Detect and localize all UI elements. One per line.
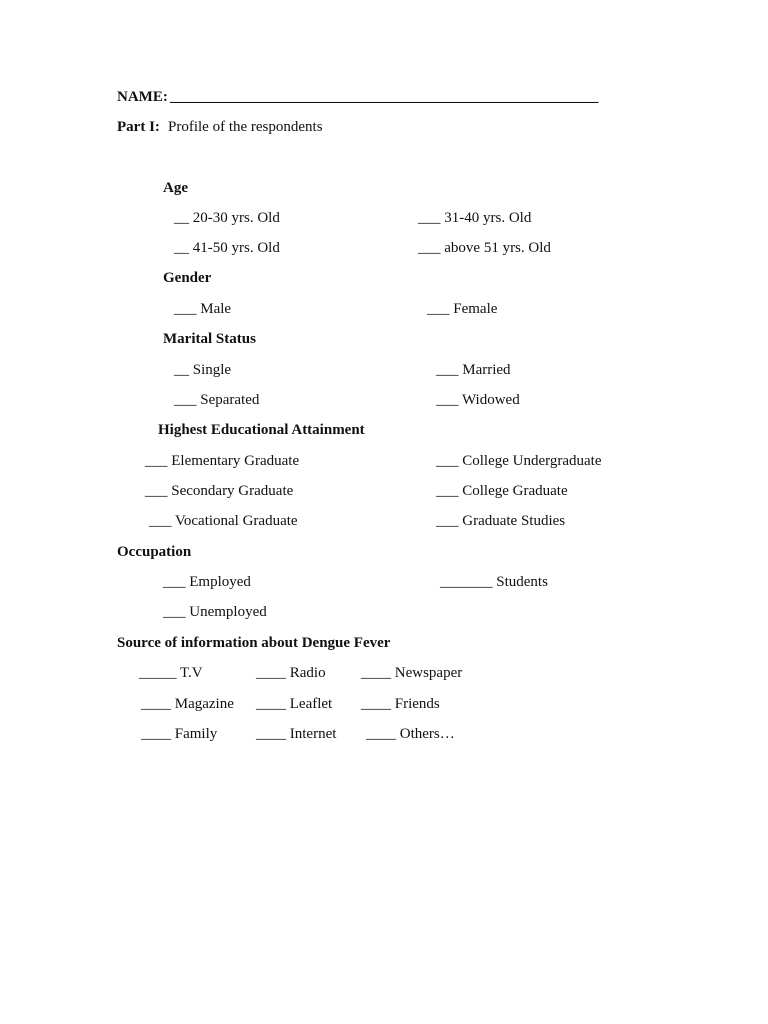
marital-option-single[interactable]: __ Single xyxy=(174,362,232,378)
marital-option-separated[interactable]: ___ Separated xyxy=(174,392,260,408)
name-blank[interactable]: ______________________________________________________________ xyxy=(170,89,598,105)
education-heading: Highest Educational Attainment xyxy=(158,422,365,438)
marital-option-married[interactable]: ___ Married xyxy=(436,362,511,378)
source-option-magazine[interactable]: ____ Magazine xyxy=(141,696,234,712)
marital-status-heading: Marital Status xyxy=(163,331,256,347)
education-option-vocational[interactable]: ___ Vocational Graduate xyxy=(149,513,298,529)
source-option-tv[interactable]: _____ T.V xyxy=(139,665,203,681)
source-option-family[interactable]: ____ Family xyxy=(141,726,218,742)
age-heading: Age xyxy=(163,180,188,196)
age-option-31-40[interactable]: ___ 31-40 yrs. Old xyxy=(418,210,532,226)
part-title: Profile of the respondents xyxy=(168,119,323,135)
education-option-secondary[interactable]: ___ Secondary Graduate xyxy=(145,483,294,499)
age-option-20-30[interactable]: __ 20-30 yrs. Old xyxy=(174,210,280,226)
part-label: Part I: xyxy=(117,119,160,135)
source-option-friends[interactable]: ____ Friends xyxy=(361,696,440,712)
source-option-newspaper[interactable]: ____ Newspaper xyxy=(361,665,463,681)
education-option-college-undergraduate[interactable]: ___ College Undergraduate xyxy=(436,453,602,469)
age-option-above-51[interactable]: ___ above 51 yrs. Old xyxy=(418,240,551,256)
occupation-option-students[interactable]: _______ Students xyxy=(440,574,548,590)
age-option-41-50[interactable]: __ 41-50 yrs. Old xyxy=(174,240,280,256)
marital-option-widowed[interactable]: ___ Widowed xyxy=(436,392,520,408)
name-label: NAME: xyxy=(117,89,168,105)
source-option-others[interactable]: ____ Others… xyxy=(366,726,455,742)
source-option-radio[interactable]: ____ Radio xyxy=(256,665,326,681)
education-option-college-graduate[interactable]: ___ College Graduate xyxy=(436,483,568,499)
education-option-elementary[interactable]: ___ Elementary Graduate xyxy=(145,453,300,469)
gender-option-male[interactable]: ___ Male xyxy=(174,301,232,317)
education-option-graduate-studies[interactable]: ___ Graduate Studies xyxy=(436,513,566,529)
gender-heading: Gender xyxy=(163,270,212,286)
occupation-option-employed[interactable]: ___ Employed xyxy=(163,574,251,590)
occupation-option-unemployed[interactable]: ___ Unemployed xyxy=(163,604,267,620)
gender-option-female[interactable]: ___ Female xyxy=(427,301,498,317)
source-option-leaflet[interactable]: ____ Leaflet xyxy=(256,696,333,712)
source-option-internet[interactable]: ____ Internet xyxy=(256,726,337,742)
source-heading: Source of information about Dengue Fever xyxy=(117,635,391,651)
occupation-heading: Occupation xyxy=(117,544,192,560)
